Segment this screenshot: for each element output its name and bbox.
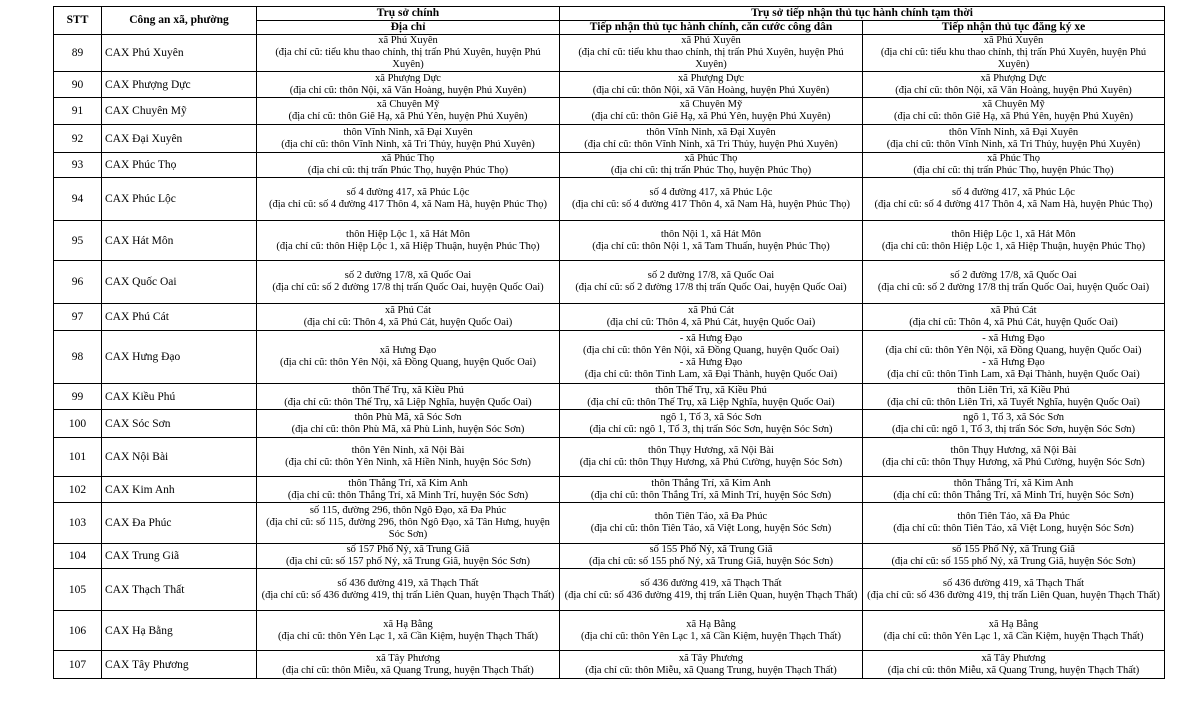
address-line: (địa chỉ cũ: số 155 phố Nỷ, xã Trung Giã, huyện Sóc Sơn) xyxy=(588,556,834,567)
row-number: 90 xyxy=(54,72,102,98)
address-line: xã Phú Cát xyxy=(990,305,1037,316)
admin-address-cell xyxy=(560,503,863,544)
main-address-cell xyxy=(257,384,560,410)
admin-address-cell xyxy=(560,651,863,679)
address-line: (địa chỉ cũ: thôn Thắng Trí, xã Minh Trí, huyện Sóc Sơn) xyxy=(590,489,832,501)
address-line: (địa chỉ cũ: thôn Tiên Tảo, xã Việt Long, huyện Sóc Sơn) xyxy=(590,523,832,534)
row-number: 95 xyxy=(54,221,102,261)
address-line: xã Phượng Dực xyxy=(375,72,441,84)
vehicle-address-cell xyxy=(863,410,1165,438)
row-number: 105 xyxy=(54,569,102,611)
address-line: (địa chỉ cũ: thị trấn Phúc Thọ, huyện Phúc Thọ) xyxy=(913,165,1114,176)
address-line: thôn Vĩnh Ninh, xã Đại Xuyên xyxy=(948,126,1079,138)
address-line: (địa chỉ cũ: số 155 phố Nỷ, xã Trung Giã, huyện Sóc Sơn) xyxy=(891,556,1136,567)
address-line: (địa chỉ cũ: thôn Vĩnh Ninh, xã Tri Thủy, huyện Phú Xuyên) xyxy=(281,138,535,150)
address-line: thôn Hiệp Lộc 1, xã Hát Môn xyxy=(346,228,470,240)
address-line: (địa chỉ cũ: thôn Hiệp Lộc 1, xã Hiệp Thuận, huyện Phúc Thọ) xyxy=(881,240,1146,252)
address-line: - xã Hưng Đạo xyxy=(982,333,1045,344)
address-line: (địa chỉ cũ: thôn Vĩnh Ninh, xã Tri Thủy, huyện Phú Xuyên) xyxy=(886,138,1141,150)
vehicle-address-cell xyxy=(863,569,1165,611)
address-line: (địa chỉ cũ: thôn Hiệp Lộc 1, xã Hiệp Thuận, huyện Phúc Thọ) xyxy=(276,240,540,252)
admin-address-cell xyxy=(560,178,863,221)
row-number: 97 xyxy=(54,304,102,331)
unit-name: CAX Hạ Bằng xyxy=(102,611,257,651)
address-line: - xã Hưng Đạo xyxy=(679,357,743,368)
header-unit: Công an xã, phường xyxy=(102,7,257,35)
table-row xyxy=(54,98,1165,125)
address-line: xã Phú Xuyên xyxy=(681,35,741,46)
address-line: (địa chỉ cũ: thôn Nội, xã Văn Hoàng, huyện Phú Xuyên) xyxy=(289,84,527,96)
address-line: (địa chỉ cũ: thôn Nội 1, xã Tam Thuấn, huyện Phúc Thọ) xyxy=(592,240,830,252)
address-line: (địa chỉ cũ: thôn Thắng Trí, xã Minh Trí, huyện Sóc Sơn) xyxy=(893,489,1134,501)
vehicle-address-cell xyxy=(863,178,1165,221)
admin-address-cell xyxy=(560,438,863,477)
address-line: (địa chỉ cũ: thôn Yên Lạc 1, xã Cần Kiệm, huyện Thạch Thất) xyxy=(278,630,538,642)
address-line: (địa chỉ cũ: số 436 đường 419, thị trấn Liên Quan, huyện Thạch Thất) xyxy=(261,589,555,601)
address-line: (địa chỉ cũ: số 4 đường 417 Thôn 4, xã Nam Hà, huyện Phúc Thọ) xyxy=(572,199,850,210)
address-line: - xã Hưng Đạo xyxy=(982,357,1045,368)
main-address-cell xyxy=(257,178,560,221)
vehicle-address-cell xyxy=(863,35,1165,72)
vehicle-address-cell xyxy=(863,384,1165,410)
address-line: (địa chỉ cũ: thôn Miễu, xã Quang Trung, huyện Thạch Thất) xyxy=(585,664,837,676)
row-number: 94 xyxy=(54,178,102,221)
address-line: (địa chỉ cũ: Thôn 4, xã Phú Cát, huyện Quốc Oai) xyxy=(303,317,513,328)
address-line: (địa chỉ cũ: thôn Yên Ninh, xã Hiền Ninh, huyện Sóc Sơn) xyxy=(285,457,531,468)
address-line: số 155 Phố Nỷ, xã Trung Giã xyxy=(649,544,773,555)
table-row xyxy=(54,72,1165,98)
address-line: (địa chỉ cũ: số 436 đường 419, thị trấn Liên Quan, huyện Thạch Thất) xyxy=(867,589,1160,601)
table-row xyxy=(54,544,1165,569)
unit-name: CAX Hát Môn xyxy=(102,221,257,261)
address-line: thôn Yên Ninh, xã Nội Bài xyxy=(351,445,465,456)
main-address-cell xyxy=(257,651,560,679)
address-line: (địa chỉ cũ: số 436 đường 419, thị trấn Liên Quan, huyện Thạch Thất) xyxy=(564,589,858,601)
vehicle-address-cell xyxy=(863,304,1165,331)
row-number: 92 xyxy=(54,125,102,153)
address-line: xã Tây Phương xyxy=(981,652,1046,664)
address-line: xã Phú Xuyên xyxy=(378,35,438,46)
unit-name: CAX Phượng Dực xyxy=(102,72,257,98)
main-address-cell xyxy=(257,153,560,178)
address-line: xã Tây Phương xyxy=(375,652,441,664)
address-line: xã Phúc Thọ xyxy=(684,153,738,164)
address-line: (địa chỉ cũ: thôn Tình Lam, xã Đại Thành, huyện Quốc Oai) xyxy=(584,369,838,380)
table-row xyxy=(54,153,1165,178)
header-main-office: Trụ sở chính xyxy=(257,7,560,21)
address-line: (địa chỉ cũ: số 157 phố Nỷ, xã Trung Giã, huyện Sóc Sơn) xyxy=(285,556,531,567)
address-line: (địa chỉ cũ: thôn Tiên Tảo, xã Việt Long, huyện Sóc Sơn) xyxy=(893,523,1134,534)
row-number: 103 xyxy=(54,503,102,544)
address-line: số 2 đường 17/8, xã Quốc Oai xyxy=(950,270,1077,281)
address-line: số 436 đường 419, xã Thạch Thất xyxy=(942,577,1085,589)
table-row xyxy=(54,35,1165,72)
address-line: (địa chỉ cũ: số 115, đường 296, thôn Ngô Đạo, xã Tân Hưng, huyện Sóc Sơn) xyxy=(266,517,550,540)
address-line: (địa chỉ cũ: tiểu khu thao chính, thị trấn Phú Xuyên, huyện Phú Xuyên) xyxy=(578,47,844,70)
address-line: (địa chỉ cũ: số 2 đường 17/8 thị trấn Quốc Oai, huyện Quốc Oai) xyxy=(575,282,847,293)
admin-address-cell xyxy=(560,35,863,72)
address-line: (địa chỉ cũ: thôn Thụy Hương, xã Phú Cường, huyện Sóc Sơn) xyxy=(579,457,843,468)
admin-address-cell xyxy=(560,544,863,569)
address-line: (địa chỉ cũ: thôn Yên Nội, xã Đồng Quang, huyện Quốc Oai) xyxy=(583,345,839,356)
address-line: số 2 đường 17/8, xã Quốc Oai xyxy=(647,270,775,281)
address-line: (địa chỉ cũ: thôn Giẽ Hạ, xã Phú Yên, huyện Phú Xuyên) xyxy=(288,111,528,122)
address-line: thôn Vĩnh Ninh, xã Đại Xuyên xyxy=(343,126,473,138)
address-line: (địa chỉ cũ: thị trấn Phúc Thọ, huyện Phúc Thọ) xyxy=(610,165,812,176)
table-row xyxy=(54,384,1165,410)
admin-address-cell xyxy=(560,72,863,98)
address-line: số 4 đường 417, xã Phúc Lộc xyxy=(346,187,470,198)
unit-name: CAX Kiều Phú xyxy=(102,384,257,410)
address-line: (địa chỉ cũ: thôn Thắng Trí, xã Minh Trí, huyện Sóc Sơn) xyxy=(287,489,529,501)
address-line: (địa chỉ cũ: thôn Thế Trụ, xã Liệp Nghĩa, huyện Quốc Oai) xyxy=(587,396,835,408)
address-line: (địa chỉ cũ: thôn Yên Nội, xã Đồng Quang, huyện Quốc Oai) xyxy=(885,345,1142,356)
address-line: (địa chỉ cũ: thị trấn Phúc Thọ, huyện Phúc Thọ) xyxy=(307,165,509,176)
address-line: (địa chỉ cũ: số 4 đường 417 Thôn 4, xã Nam Hà, huyện Phúc Thọ) xyxy=(269,199,547,210)
address-line: số 4 đường 417, xã Phúc Lộc xyxy=(952,187,1075,198)
row-number: 98 xyxy=(54,331,102,384)
vehicle-address-cell xyxy=(863,503,1165,544)
address-line: xã Phú Cát xyxy=(384,305,432,316)
address-line: (địa chỉ cũ: thôn Tình Lam, xã Đại Thành, huyện Quốc Oai) xyxy=(887,369,1140,380)
row-number: 104 xyxy=(54,544,102,569)
address-line: thôn Thế Trụ, xã Kiều Phú xyxy=(655,384,767,396)
header-main-address: Địa chỉ xyxy=(257,21,560,35)
table-row xyxy=(54,331,1165,384)
admin-address-cell xyxy=(560,304,863,331)
admin-address-cell xyxy=(560,261,863,304)
main-address-cell xyxy=(257,261,560,304)
unit-name: CAX Quốc Oai xyxy=(102,261,257,304)
vehicle-address-cell xyxy=(863,125,1165,153)
address-line: thôn Vĩnh Ninh, xã Đại Xuyên xyxy=(646,126,776,138)
admin-address-cell xyxy=(560,410,863,438)
address-line: số 436 đường 419, xã Thạch Thất xyxy=(337,577,479,589)
address-line: xã Phú Cát xyxy=(687,305,735,316)
unit-name: CAX Phúc Lộc xyxy=(102,178,257,221)
header-stt: STT xyxy=(54,7,102,35)
address-line: xã Hạ Bằng xyxy=(988,618,1039,630)
address-line: ngõ 1, Tổ 3, xã Sóc Sơn xyxy=(962,411,1065,423)
address-line: - xã Hưng Đạo xyxy=(679,333,743,344)
address-line: số 155 Phố Nỷ, xã Trung Giã xyxy=(952,544,1075,555)
address-line: (địa chỉ cũ: thôn Liên Trì, xã Tuyết Nghĩa, huyện Quốc Oai) xyxy=(887,396,1140,408)
address-line: số 4 đường 417, xã Phúc Lộc xyxy=(649,187,773,198)
admin-address-cell xyxy=(560,98,863,125)
address-line: (địa chỉ cũ: thôn Miễu, xã Quang Trung, huyện Thạch Thất) xyxy=(887,664,1140,676)
main-address-cell xyxy=(257,98,560,125)
table-row xyxy=(54,651,1165,679)
main-address-cell xyxy=(257,331,560,384)
address-line: (địa chỉ cũ: thôn Phù Mã, xã Phù Linh, huyện Sóc Sơn) xyxy=(291,423,525,435)
unit-name: CAX Sóc Sơn xyxy=(102,410,257,438)
police-stations-table xyxy=(53,6,1165,679)
address-line: xã Phú Xuyên xyxy=(983,35,1044,46)
vehicle-address-cell xyxy=(863,261,1165,304)
row-number: 102 xyxy=(54,477,102,503)
address-line: ngõ 1, Tổ 3, xã Sóc Sơn xyxy=(660,411,762,423)
table-row xyxy=(54,611,1165,651)
admin-address-cell xyxy=(560,125,863,153)
vehicle-address-cell xyxy=(863,72,1165,98)
unit-name: CAX Hưng Đạo xyxy=(102,331,257,384)
vehicle-address-cell xyxy=(863,438,1165,477)
row-number: 100 xyxy=(54,410,102,438)
admin-address-cell xyxy=(560,611,863,651)
table-row xyxy=(54,261,1165,304)
address-line: xã Chuyên Mỹ xyxy=(679,99,743,110)
address-line: thôn Thụy Hương, xã Nội Bài xyxy=(648,445,774,456)
address-line: (địa chỉ cũ: số 4 đường 417 Thôn 4, xã Nam Hà, huyện Phúc Thọ) xyxy=(874,199,1153,210)
table-body xyxy=(54,35,1165,679)
address-line: (địa chỉ cũ: Thôn 4, xã Phú Cát, huyện Quốc Oai) xyxy=(606,317,816,328)
address-line: (địa chỉ cũ: thôn Nội, xã Văn Hoàng, huyện Phú Xuyên) xyxy=(895,84,1132,96)
header-temp-admin: Tiếp nhận thủ tục hành chính, căn cước công dân xyxy=(560,21,863,35)
unit-name: CAX Tây Phương xyxy=(102,651,257,679)
admin-address-cell xyxy=(560,221,863,261)
address-line: số 2 đường 17/8, xã Quốc Oai xyxy=(344,270,472,281)
unit-name: CAX Kim Anh xyxy=(102,477,257,503)
address-line: (địa chỉ cũ: thôn Giẽ Hạ, xã Phú Yên, huyện Phú Xuyên) xyxy=(591,111,831,122)
address-line: thôn Tiên Tảo, xã Đa Phúc xyxy=(654,511,768,522)
address-line: xã Chuyên Mỹ xyxy=(982,99,1045,110)
address-line: xã Hạ Bằng xyxy=(383,618,433,630)
unit-name: CAX Đại Xuyên xyxy=(102,125,257,153)
unit-name: CAX Trung Giã xyxy=(102,544,257,569)
address-line: xã Phượng Dực xyxy=(980,72,1047,84)
address-line: thôn Thụy Hương, xã Nội Bài xyxy=(950,445,1077,456)
unit-name: CAX Phúc Thọ xyxy=(102,153,257,178)
row-number: 106 xyxy=(54,611,102,651)
table-row xyxy=(54,569,1165,611)
address-line: (địa chỉ cũ: số 2 đường 17/8 thị trấn Quốc Oai, huyện Quốc Oai) xyxy=(877,282,1150,293)
address-line: thôn Thắng Trí, xã Kim Anh xyxy=(651,477,771,489)
vehicle-address-cell xyxy=(863,221,1165,261)
address-line: thôn Thế Trụ, xã Kiều Phú xyxy=(352,384,464,396)
main-address-cell xyxy=(257,544,560,569)
admin-address-cell xyxy=(560,477,863,503)
address-line: (địa chỉ cũ: thôn Giẽ Hạ, xã Phú Yên, huyện Phú Xuyên) xyxy=(893,111,1134,122)
unit-name: CAX Đa Phúc xyxy=(102,503,257,544)
address-line: xã Phúc Thọ xyxy=(987,153,1040,164)
main-address-cell xyxy=(257,477,560,503)
address-line: (địa chỉ cũ: thôn Vĩnh Ninh, xã Tri Thủy, huyện Phú Xuyên) xyxy=(584,138,838,150)
table-row xyxy=(54,125,1165,153)
address-line: (địa chỉ cũ: thôn Thế Trụ, xã Liệp Nghĩa, huyện Quốc Oai) xyxy=(284,396,532,408)
address-line: (địa chỉ cũ: thôn Yên Lạc 1, xã Cần Kiệm, huyện Thạch Thất) xyxy=(883,630,1144,642)
unit-name: CAX Nội Bài xyxy=(102,438,257,477)
address-line: thôn Phù Mã, xã Sóc Sơn xyxy=(354,411,462,423)
vehicle-address-cell xyxy=(863,611,1165,651)
address-line: (địa chỉ cũ: thôn Nội, xã Văn Hoàng, huyện Phú Xuyên) xyxy=(592,84,830,96)
header-temp-vehicle: Tiếp nhận thủ tục đăng ký xe xyxy=(863,21,1165,35)
address-line: xã Phượng Dực xyxy=(678,72,744,84)
main-address-cell xyxy=(257,72,560,98)
document-page xyxy=(53,6,1164,679)
vehicle-address-cell xyxy=(863,98,1165,125)
main-address-cell xyxy=(257,438,560,477)
address-line: thôn Hiệp Lộc 1, xã Hát Môn xyxy=(951,228,1076,240)
main-address-cell xyxy=(257,569,560,611)
admin-address-cell xyxy=(560,153,863,178)
vehicle-address-cell xyxy=(863,153,1165,178)
main-address-cell xyxy=(257,503,560,544)
address-line: số 115, đường 296, thôn Ngô Đạo, xã Đa Phúc xyxy=(309,505,507,516)
address-line: (địa chỉ cũ: Thôn 4, xã Phú Cát, huyện Quốc Oai) xyxy=(909,317,1118,328)
vehicle-address-cell xyxy=(863,544,1165,569)
address-line: (địa chỉ cũ: thôn Miễu, xã Quang Trung, huyện Thạch Thất) xyxy=(282,664,534,676)
table-row xyxy=(54,221,1165,261)
table-row xyxy=(54,477,1165,503)
unit-name: CAX Phú Xuyên xyxy=(102,35,257,72)
row-number: 107 xyxy=(54,651,102,679)
row-number: 99 xyxy=(54,384,102,410)
table-row xyxy=(54,304,1165,331)
row-number: 93 xyxy=(54,153,102,178)
row-number: 101 xyxy=(54,438,102,477)
address-line: số 436 đường 419, xã Thạch Thất xyxy=(640,577,782,589)
table-row xyxy=(54,178,1165,221)
admin-address-cell xyxy=(560,384,863,410)
unit-name: CAX Thạch Thất xyxy=(102,569,257,611)
address-line: (địa chỉ cũ: tiểu khu thao chính, thị trấn Phú Xuyên, huyện Phú Xuyên) xyxy=(275,47,541,70)
row-number: 91 xyxy=(54,98,102,125)
header-temp-office: Trụ sở tiếp nhận thủ tục hành chính tạm thời xyxy=(560,7,1165,21)
address-line: (địa chỉ cũ: ngõ 1, Tổ 3, thị trấn Sóc Sơn, huyện Sóc Sơn) xyxy=(891,423,1136,435)
main-address-cell xyxy=(257,304,560,331)
main-address-cell xyxy=(257,611,560,651)
row-number: 89 xyxy=(54,35,102,72)
admin-address-cell xyxy=(560,331,863,384)
main-address-cell xyxy=(257,35,560,72)
address-line: số 157 Phố Nỷ, xã Trung Giã xyxy=(346,544,470,555)
table-row xyxy=(54,410,1165,438)
address-line: xã Chuyên Mỹ xyxy=(376,99,440,110)
unit-name: CAX Phú Cát xyxy=(102,304,257,331)
address-line: (địa chỉ cũ: thôn Thụy Hương, xã Phú Cường, huyện Sóc Sơn) xyxy=(882,457,1145,468)
row-number: 96 xyxy=(54,261,102,304)
unit-name: CAX Chuyên Mỹ xyxy=(102,98,257,125)
address-line: xã Hưng Đạo xyxy=(379,345,437,356)
address-line: (địa chỉ cũ: tiểu khu thao chính, thị trấn Phú Xuyên, huyện Phú Xuyên) xyxy=(880,47,1147,70)
address-line: thôn Liên Trì, xã Kiều Phú xyxy=(957,384,1070,396)
address-line: thôn Tiên Tảo, xã Đa Phúc xyxy=(957,511,1070,522)
table-row xyxy=(54,438,1165,477)
address-line: thôn Nội 1, xã Hát Môn xyxy=(660,228,762,240)
main-address-cell xyxy=(257,125,560,153)
address-line: xã Tây Phương xyxy=(678,652,744,664)
address-line: (địa chỉ cũ: số 2 đường 17/8 thị trấn Quốc Oai, huyện Quốc Oai) xyxy=(272,282,544,293)
address-line: (địa chỉ cũ: thôn Yên Lạc 1, xã Cần Kiệm, huyện Thạch Thất) xyxy=(581,630,841,642)
vehicle-address-cell xyxy=(863,651,1165,679)
main-address-cell xyxy=(257,410,560,438)
header-row-1 xyxy=(54,7,1165,21)
address-line: thôn Thắng Trí, xã Kim Anh xyxy=(348,477,468,489)
address-line: (địa chỉ cũ: thôn Yên Nội, xã Đồng Quang, huyện Quốc Oai) xyxy=(280,357,536,368)
address-line: xã Hạ Bằng xyxy=(686,618,736,630)
address-line: (địa chỉ cũ: ngõ 1, Tổ 3, thị trấn Sóc Sơn, huyện Sóc Sơn) xyxy=(589,423,833,435)
main-address-cell xyxy=(257,221,560,261)
admin-address-cell xyxy=(560,569,863,611)
address-line: xã Phúc Thọ xyxy=(381,153,435,164)
vehicle-address-cell xyxy=(863,477,1165,503)
table-row xyxy=(54,503,1165,544)
vehicle-address-cell xyxy=(863,331,1165,384)
address-line: thôn Thắng Trí, xã Kim Anh xyxy=(953,477,1074,489)
